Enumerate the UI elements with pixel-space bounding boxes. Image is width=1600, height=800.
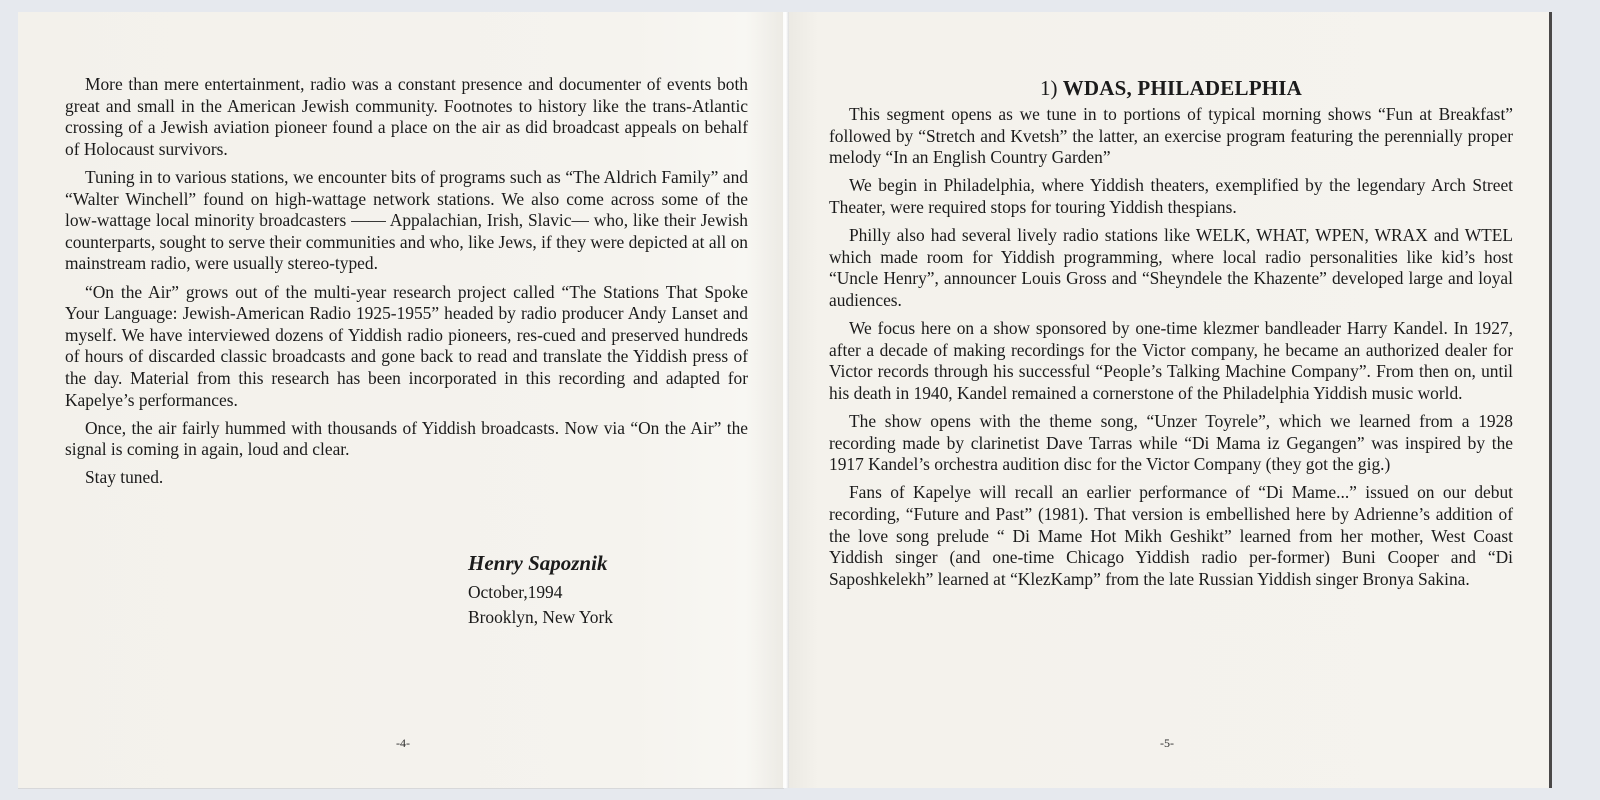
signature-block [468, 549, 613, 630]
right-paragraph: Philly also had several lively radio stations like WELK, WHAT, WPEN, WRAX and WTEL which made room for Yiddish programming, where local radio personalities like kid’s host “Uncle Henry”, announcer Louis Gross and “Sheyndele the Khazente” developed large and loyal audiences. [829, 225, 1513, 310]
right-paragraph: The show opens with the theme song, “Unzer Toyrele”, which we learned from a 1928 recording made by clarinetist Dave Tarras while “Di Mama iz Gegangen” was inspired by the 1917 Kandel’s orchestra audition disc for the Victor Company (they got the gig.) [829, 411, 1513, 475]
left-paragraph: More than mere entertainment, radio was a constant presence and documenter of events both great and small in the American Jewish community. Footnotes to history like the trans-Atlantic crossing of a Jewish aviation pioneer found a place on the air as did broadcast appeals on behalf of Holocaust survivors. [65, 74, 748, 159]
right-paragraph: We focus here on a show sponsored by one-time klezmer bandleader Harry Kandel. In 1927, after a decade of making recordings for the Victor company, he became an authorized dealer for Victor records through his successful “People’s Talking Machine Company”. From then on, until his death in 1940, Kandel remained a cornerstone of the Philadelphia Yiddish music world. [829, 318, 1513, 403]
signature-place: Brooklyn, New York [468, 607, 613, 627]
left-paragraph: Tuning in to various stations, we encounter bits of programs such as “The Aldrich Family” and “Walter Winchell” found on high-wattage network stations. We also come across some of the low-wattage local minority broadcasters —— Appalachian, Irish, Slavic— who, like their Jewish counterparts, sought to serve their communities and who, like Jews, if they were depicted at all on mainstream radio, were usually stereo-typed. [65, 166, 748, 274]
booklet-spine [783, 12, 789, 788]
left-paragraph: “On the Air” grows out of the multi-year research project called “The Stations That Spoke Your Language: Jewish-American Radio 1925-1955” headed by radio producer Andy Lanset and myself. We have interviewed dozens of Yiddish radio pioneers, res-cued and preserved hundreds of hours of discarded classic broadcasts and gone back to read and translate the Yiddish press of the day. Material from this research has been incorporated in this recording and adapted for Kapelye’s performances. [65, 281, 748, 410]
page-number-right: -5- [1160, 736, 1174, 750]
author-name: Henry Sapoznik [468, 551, 608, 575]
section-title: WDAS, PHILADELPHIA [1062, 76, 1303, 100]
right-paragraph: We begin in Philadelphia, where Yiddish theaters, exemplified by the legendary Arch Street Theater, were required stops for touring Yiddish thespians. [829, 175, 1513, 217]
page-number-left: -4- [396, 736, 410, 750]
left-paragraph: Once, the air fairly hummed with thousands of Yiddish broadcasts. Now via “On the Air” the signal is coming in again, loud and clear. [65, 417, 748, 460]
right-paragraph: Fans of Kapelye will recall an earlier performance of “Di Mame...” issued on our debut recording, “Future and Past” (1981). That version is embellished here by Adrienne’s addition of the love song prelude “ Di Mame Hot Mikh Geshikt” learned from her mother, West Coast Yiddish singer (and one-time Chicago Yiddish radio per-former) Buni Cooper and “Di Saposhkelekh” learned at “KlezKamp” from the late Russian Yiddish singer Bronya Sakina. [829, 482, 1513, 589]
left-paragraph: Stay tuned. [85, 467, 164, 488]
signature-date: October,1994 [468, 582, 563, 602]
right-page-body [829, 74, 1513, 597]
right-paragraph: This segment opens as we tune in to portions of typical morning shows “Fun at Breakfast” followed by “Stretch and Kvetsh” the latter, an exercise program featuring the perennially proper melody “In an English Country Garden” [829, 104, 1513, 168]
section-number: 1) [1039, 76, 1058, 100]
left-page-body [65, 74, 748, 496]
section-heading [829, 74, 1513, 102]
